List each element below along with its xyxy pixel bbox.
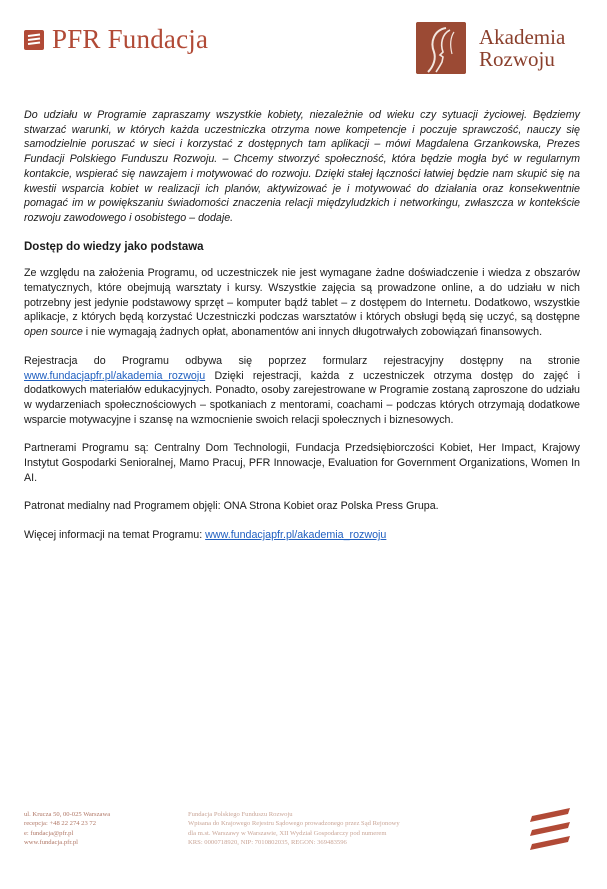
paragraph-text: Rejestracja do Programu odbywa się poprzez formularz rejestracyjny dostępny na stronie bbox=[24, 354, 580, 367]
quote-paragraph: Do udziału w Programie zapraszamy wszystkie kobiety, niezależnie od wieku czy sytuacji życiowej. Będziemy stwarzać warunki, w których każda uczestniczka otrzyma nowe kompetencje i poczuje sprawczość, nauczy się samodzielnie poruszać w sieci i korzystać z dostępnych tam aplikacji – mówi Magdalena Grzankowska, Prezes Fundacji Polskiego Funduszu Rozwoju. – Chcemy stworzyć społeczność, która będzie mogła być w regularnym kontakcie, wspierać się nawzajem i motywować do rozwoju. Dzięki stałej łączności łatwiej będzie nam skupić się na kwestii wsparcia kobiet w realizacji ich planów, aktywizować je i motywować do działania oraz konsekwentnie pomagać im w powiększaniu świadomości znaczenia relacji międzyludzkich i networkingu, zwłaszcza w kontekście rozwoju zawodowego i osobistego – dodaje. bbox=[24, 109, 580, 224]
footer-register-line: Wpisana do Krajowego Rejestru Sądowego prowadzonego przez Sąd Rejonowy bbox=[188, 820, 400, 828]
paragraph-text: Dzięki rejestracji, każda z uczestniczek otrzyma dostęp do zajęć i dodatkowych materiałów edukacyjnych. Ponadto, osoby zarejestrowane w Programie zostaną zaproszone do udziału w wydarzeniach społecznościowych – spotkaniach z mentorami, coachami – podczas których otrzymają dodatkowe wsparcie motywacyjne i szansę na wzmocnienie swoich relacji społecznych i biznesowych. bbox=[24, 369, 580, 426]
paragraph-text: Więcej informacji na temat Programu: bbox=[24, 529, 206, 542]
paragraph-registration bbox=[24, 354, 580, 428]
letterhead bbox=[0, 0, 607, 90]
footer-contact bbox=[24, 810, 110, 848]
pfr-stripes-icon bbox=[526, 806, 574, 850]
more-info-link[interactable]: www.fundacjapfr.pl/akademia_rozwoju bbox=[205, 529, 387, 542]
akademia-logo bbox=[416, 22, 565, 74]
footer-website: www.fundacja.pfr.pl bbox=[24, 839, 78, 847]
akademia-line-1: Akademia bbox=[479, 25, 566, 49]
pfr-stripes-icon bbox=[24, 30, 44, 50]
paragraph-text: Ze względu na założenia Programu, od uczestniczek nie jest wymagane żadne doświadczenie i wiedza z obszarów tematycznych, które obejmują warsztaty i kursy. Wszystkie zajęcia są prowadzone online, a do udziału w nich potrzebny jest jedynie podstawowy sprzęt – komputer bądź tablet – z dostępem do Internetu. Dodatkowo, wszystkie aplikacje, z których będą korzystać Uczestniczki podczas warsztatów i których obsługi będą się uczyć, są dostępne bbox=[24, 267, 580, 324]
footer-foundation-name: Fundacja Polskiego Funduszu Rozwoju bbox=[188, 811, 293, 818]
footer-court-line: dla m.st. Warszawy w Warszawie, XII Wydział Gospodarczy pod numerem bbox=[188, 829, 387, 837]
akademia-line-2: Rozwoju bbox=[479, 47, 555, 71]
paragraph-text: i nie wymagają żadnych opłat, abonamentów ani innych długotrwałych zobowiązań finansowych. bbox=[82, 326, 543, 339]
open-source-term: open source bbox=[24, 326, 83, 339]
footer-registration-info bbox=[188, 810, 400, 848]
footer-address: ul. Krucza 50, 00-025 Warszawa bbox=[24, 811, 111, 818]
paragraph-partners: Partnerami Programu są: Centralny Dom Technologii, Fundacja Przedsiębiorczości Kobiet, Her Impact, Krajowy Instytut Gospodarki Senioralnej, Mamo Pracuj, PFR Innowacje, Evaluation for Government Organizations, Women In AI. bbox=[24, 442, 580, 484]
section-heading: Dostęp do wiedzy jako podstawa bbox=[24, 240, 204, 253]
registration-link[interactable]: www.fundacjapfr.pl/akademia_rozwoju bbox=[24, 369, 206, 382]
footer-phone: recepcja: +48 22 274 23 72 bbox=[24, 820, 97, 828]
paragraph-more-info bbox=[24, 528, 580, 543]
woman-profile-icon bbox=[416, 22, 466, 74]
document-body bbox=[24, 108, 580, 557]
footer-krs-line: KRS: 0000718920, NIP: 7010802035, REGON: 369483596 bbox=[188, 839, 347, 847]
footer bbox=[0, 806, 607, 866]
footer-email: e: fundacja@pfr.pl bbox=[24, 829, 74, 837]
pfr-logo bbox=[24, 24, 208, 55]
pfr-name: PFR Fundacja bbox=[52, 24, 209, 54]
paragraph-media-patronage: Patronat medialny nad Programem objęli: ONA Strona Kobiet oraz Polska Press Grupa. bbox=[24, 500, 439, 513]
paragraph-requirements bbox=[24, 266, 580, 340]
